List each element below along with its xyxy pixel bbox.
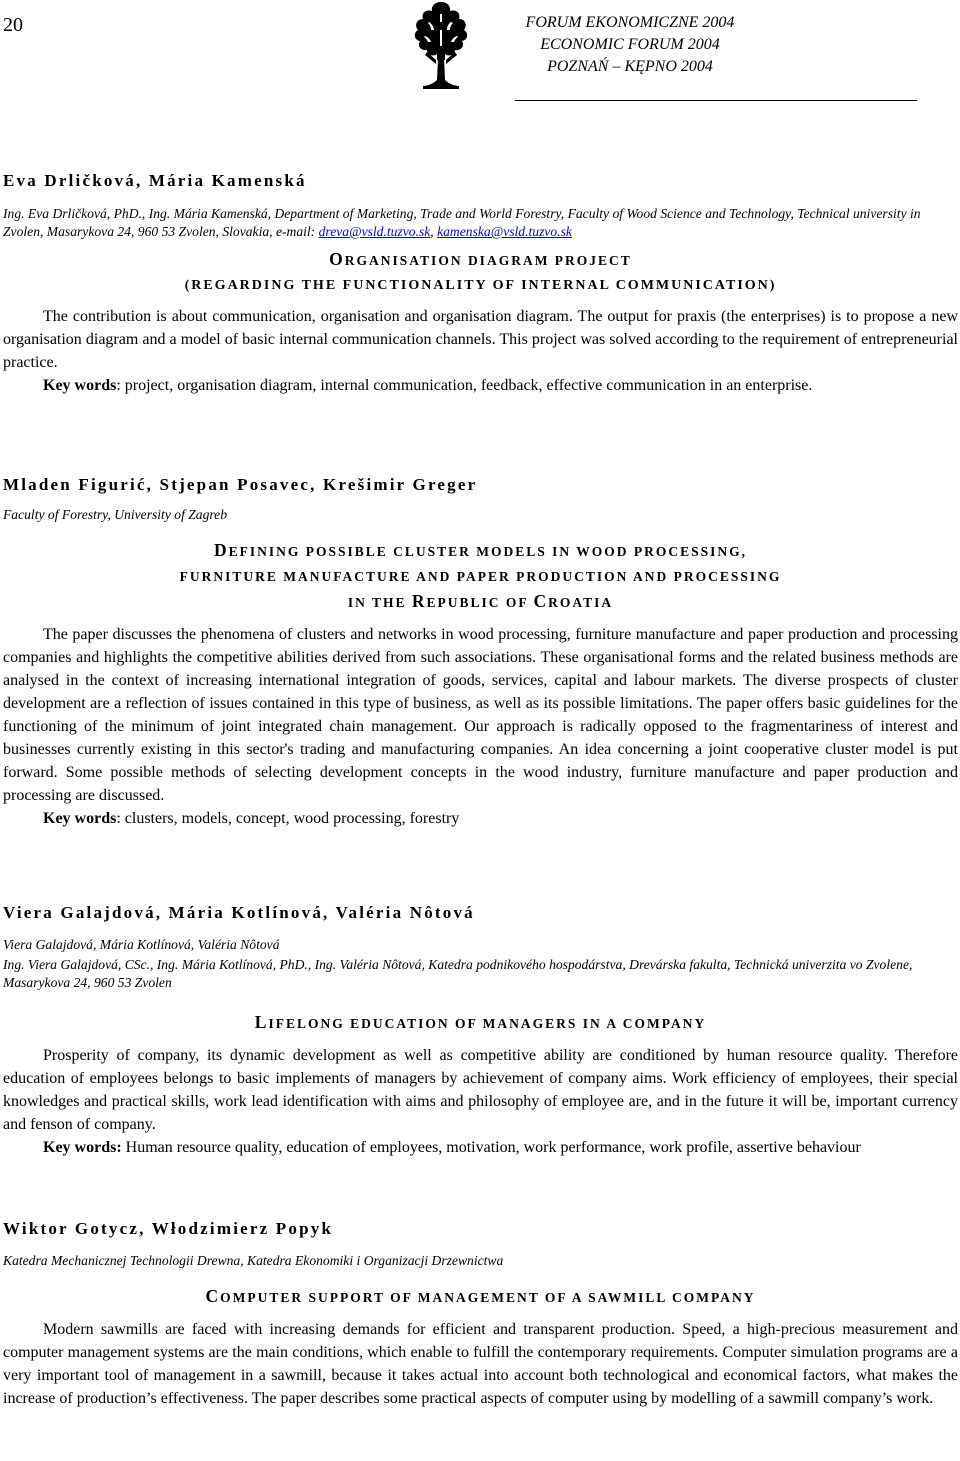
abstract-text: Prosperity of company, its dynamic development as well as competitive ability are conditioned by human resource quality. Therefore education of employees belongs to basic implements of managers by achievement of company aims. Work efficiency of employees, their special knowledges and practical skills, work lead identification with aims and philosophy of employee are, and in the future it will be, important currency and fenson of company. [3, 1047, 958, 1133]
paper-title-line-2: FURNITURE MANUFACTURE AND PAPER PRODUCTION AND PROCESSING [179, 569, 782, 584]
abstract-text: The contribution is about communication, organisation and organisation diagram. The output for praxis (the enterprises) is to propose a new organisation diagram and a model of basic internal communication channels. This project was solved according to the requirement of entrepreneurial practice. [3, 308, 958, 371]
conference-line-1: FORUM EKONOMICZNE 2004 [525, 14, 735, 31]
authors: Wiktor Gotycz, Włodzimierz Popyk [3, 1219, 334, 1238]
tree-icon [407, 0, 475, 96]
authors: Eva Drličková, Mária Kamenská [3, 171, 307, 190]
keywords-label: Key words [43, 810, 117, 827]
title-line-3-b: EPUBLIC OF [426, 595, 534, 610]
title-line-1: RGANISATION DIAGRAM PROJECT [344, 253, 632, 268]
keywords-text: : project, organisation diagram, internal communication, feedback, effective communication in an enterprise. [116, 377, 813, 394]
email-link-2[interactable]: kamenska@vsld.tuzvo.sk [437, 224, 572, 239]
conference-line-2: ECONOMIC FORUM 2004 [540, 36, 720, 53]
abstract-section-2 [3, 474, 958, 830]
affiliation-names: Viera Galajdová, Mária Kotlínová, Valéria Nôtová [3, 937, 280, 952]
affiliation-details: Ing. Viera Galajdová, CSc., Ing. Mária Kotlínová, PhD., Ing. Valéria Nôtová, Katedra podnikového hospodárstva, Drevárska fakulta, Technická univerzita vo Zvolene, Masarykova 24, 960 53 Zvolen [3, 957, 913, 990]
keywords-label: Key words [43, 377, 117, 394]
page-number: 20 [3, 14, 23, 36]
title-initial-c: C [533, 591, 549, 611]
title-line-3-a: IN THE [347, 595, 412, 610]
abstract-section-3 [3, 902, 958, 1159]
affiliation: Katedra Mechanicznej Technologii Drewna, Katedra Ekonomiki i Organizacji Drzewnictwa [3, 1253, 504, 1268]
abstract-text: The paper discusses the phenomena of clusters and networks in wood processing, furniture manufacture and paper production and processing companies and highlights the competitive abilities derived from such associations. These organisational forms and the related business methods are analysed in the context of increasing international integration of goods, services, capital and labour markets. The diverse prospects of cluster development are a reflection of issues contained in this type of business, as well as its possible limitations. The paper offers basic guidelines for the functioning of the minimum of joint integrated chain management. Our approach is radically opposed to the fragmentariness of interest and businesses currently existing in this sector's trading and manufacturing companies. An idea concerning a joint cooperative cluster model is put forward. Some possible methods of selecting development concepts in the wood industry, furniture manufacture and paper production and processing are discussed. [3, 626, 958, 804]
title-text: OMPUTER SUPPORT OF MANAGEMENT OF A SAWMILL COMPANY [220, 1290, 756, 1305]
conference-line-3: POZNAŃ – KĘPNO 2004 [547, 58, 713, 75]
affiliation: Faculty of Forestry, University of Zagreb [3, 507, 228, 522]
conference-header [480, 12, 780, 78]
title-line-3-c: ROATIA [548, 595, 614, 610]
keywords [3, 374, 958, 397]
keywords-text: : clusters, models, concept, wood processing, forestry [116, 810, 460, 827]
abstract-section-1 [3, 170, 958, 397]
paper-title [3, 1010, 958, 1036]
authors: Viera Galajdová, Mária Kotlínová, Valéria Nôtová [3, 903, 475, 922]
abstract-section-4 [3, 1218, 958, 1410]
keywords-label: Key words: [43, 1139, 122, 1156]
abstract-text: Modern sawmills are faced with increasing demands for efficient and transparent production. Speed, a high-precious measurement and computer management systems are the main conditions, which enable to fulfill the contemporary requirements. Computer simulation programs are a very important tool of management in a sawmill, because it takes actual into account both technological and economical factors, what makes the increase of production’s effectiveness. The paper describes some practical aspects of computer using by modelling of a sawmill company’s work. [3, 1321, 958, 1407]
email-separator: , [430, 224, 438, 239]
email-link-1[interactable]: dreva@vsld.tuzvo.sk [318, 224, 431, 239]
authors: Mladen Figurić, Stjepan Posavec, Krešimir Greger [3, 475, 478, 494]
title-line-1-text: EFINING POSSIBLE CLUSTER MODELS IN WOOD PROCESSING, [228, 544, 748, 559]
affiliation [3, 205, 958, 241]
keywords [3, 807, 958, 830]
keywords-text: Human resource quality, education of employees, motivation, work performance, work profile, assertive behaviour [121, 1139, 861, 1156]
paper-title-line-1 [3, 538, 958, 564]
title-initial-r: R [411, 591, 427, 611]
title-initial: C [205, 1286, 221, 1306]
title-initial: D [213, 540, 229, 560]
affiliation-text: Ing. Eva Drličková, PhD., Ing. Mária Kamenská, Department of Marketing, Trade and World Forestry, Faculty of Wood Science and Technology, Technical university in Zvolen, Masarykova 24, 960 53 Zvolen, Slovakia, e-mail: [3, 206, 921, 239]
title-initial: O [329, 249, 345, 269]
paper-title-line-3 [3, 589, 958, 615]
paper-title [3, 247, 958, 273]
title-initial: L [254, 1012, 269, 1032]
paper-subtitle: (REGARDING THE FUNCTIONALITY OF INTERNAL COMMUNICATION) [184, 278, 777, 293]
header-rule [515, 100, 917, 101]
paper-title [3, 1284, 958, 1310]
keywords [3, 1136, 958, 1159]
title-text: IFELONG EDUCATION OF MANAGERS IN A COMPANY [268, 1016, 707, 1031]
